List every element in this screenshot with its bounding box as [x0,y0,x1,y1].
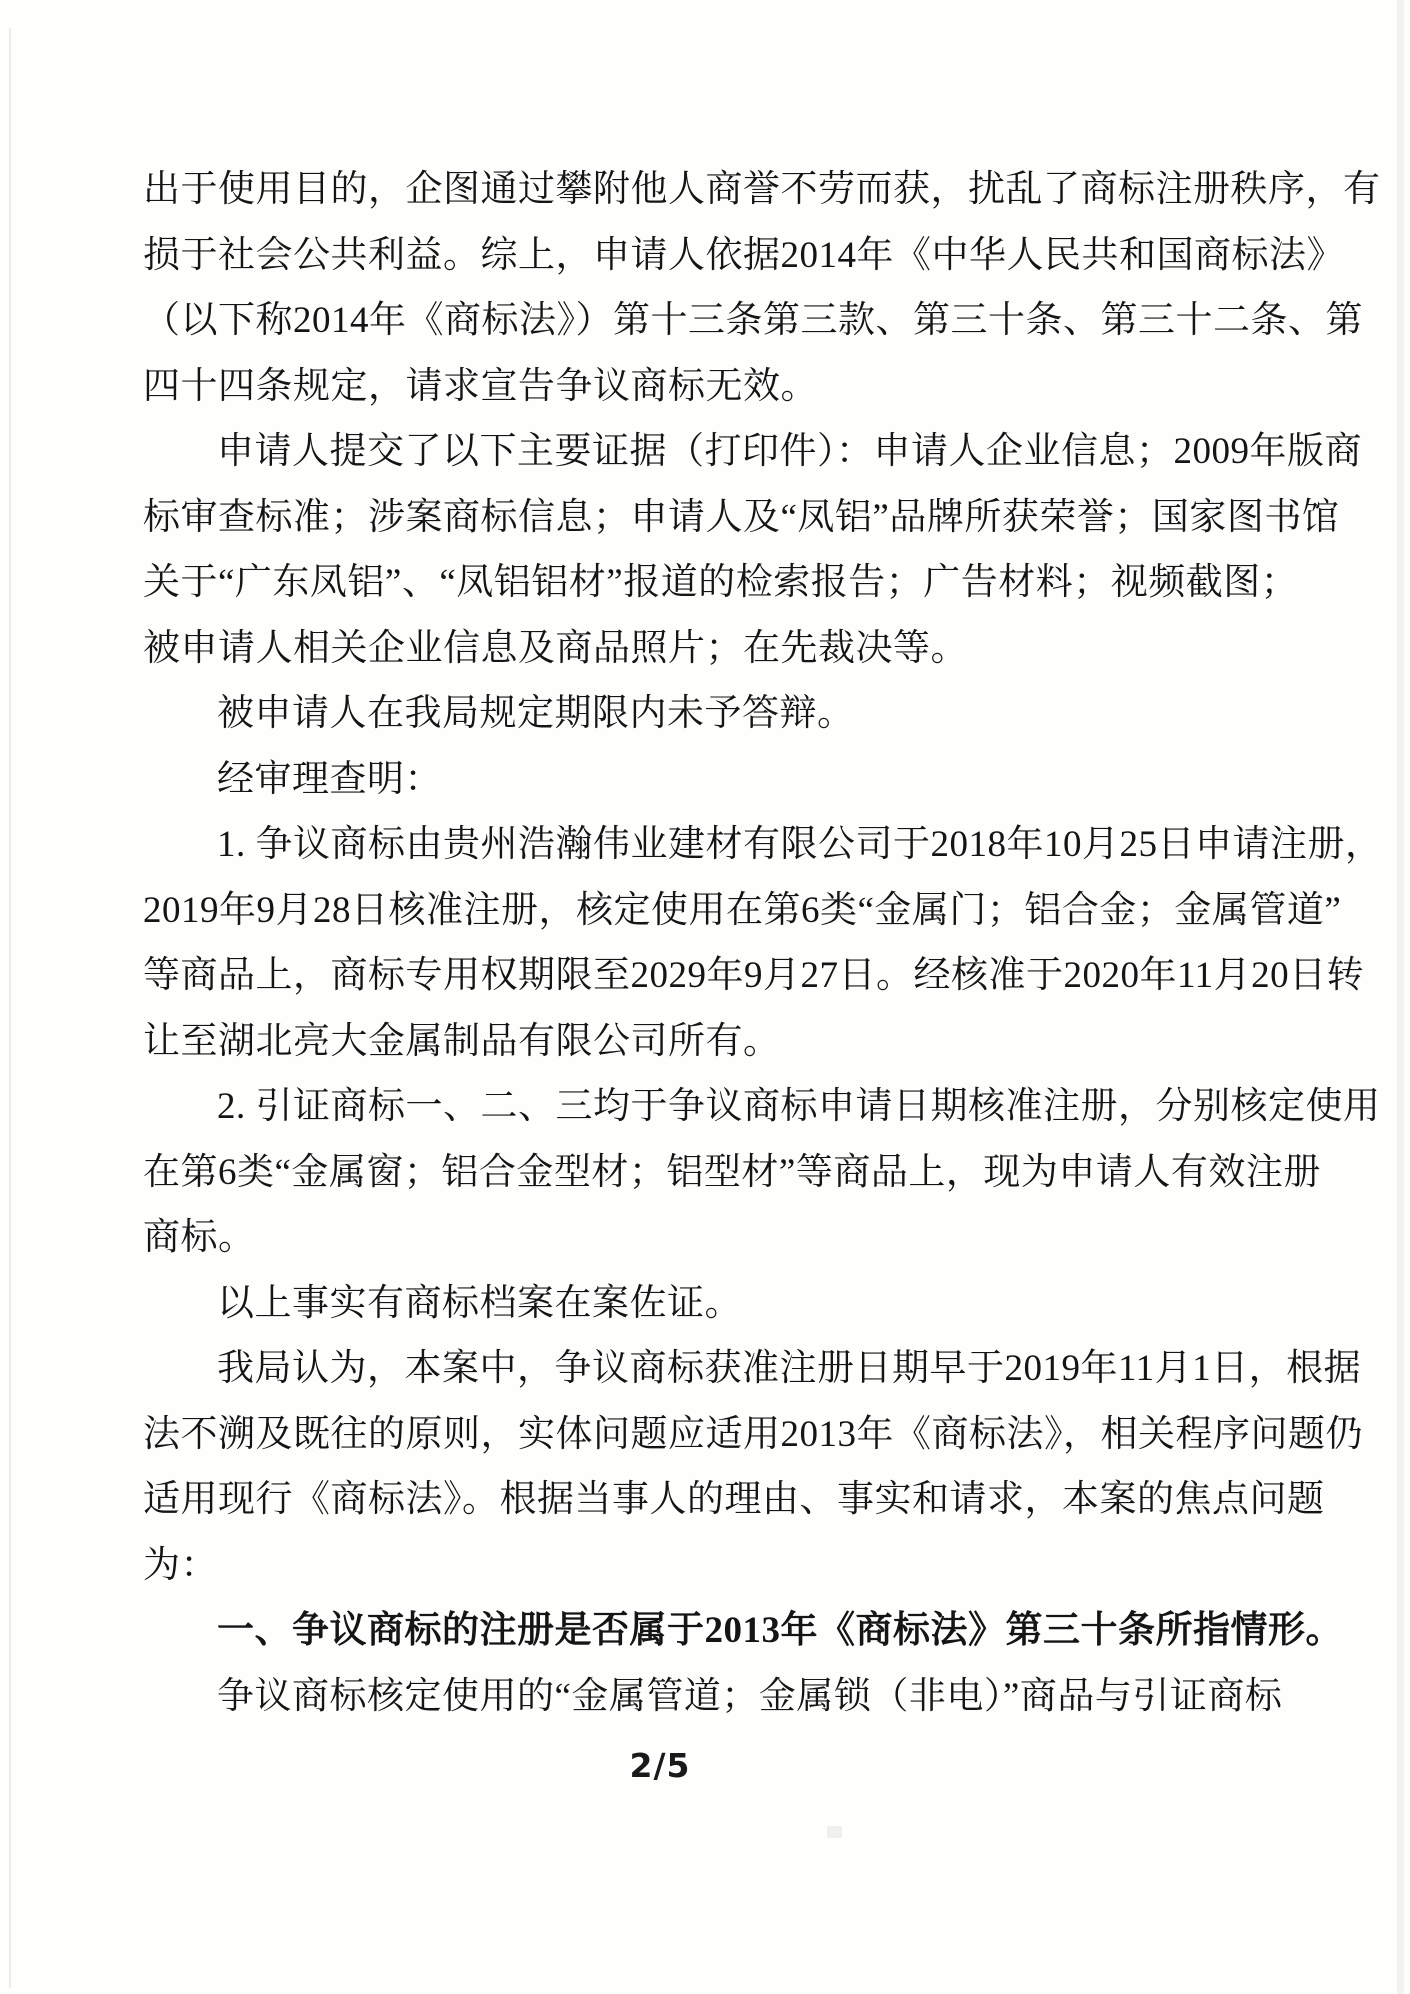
text-line-18: 以上事实有商标档案在案佐证。 [217,1282,742,1324]
text-line-1: 出于使用目的，企图通过攀附他人商誉不劳而获，扰乱了商标注册秩序，有 [143,169,1381,210]
text-line-12: 2019年9月28日核准注册，核定使用在第6类“金属门；铝合金；金属管道” [143,889,1342,931]
text-line-21: 适用现行《商标法》。根据当事人的理由、事实和请求，本案的焦点问题 [143,1479,1325,1520]
document-body [143,157,1383,1729]
text-line-14: 让至湖北亮大金属制品有限公司所有。 [143,1020,781,1062]
text-line-20: 法不溯及既往的原则，实体问题应适用2013年《商标法》，相关程序问题仍 [143,1413,1363,1455]
text-line-19: 我局认为，本案中，争议商标获准注册日期早于2019年11月1日，根据 [217,1348,1362,1389]
text-line-11: 1. 争议商标由贵州浩瀚伟业建材有限公司于2018年10月25日申请注册， [217,824,1383,865]
page-number: 2/5 [629,1746,691,1785]
text-line-17: 商标。 [143,1217,256,1258]
text-line-10: 经审理查明： [217,758,442,800]
text-line-8: 被申请人相关企业信息及商品照片；在先裁决等。 [143,627,968,669]
text-line-5: 申请人提交了以下主要证据（打印件）：申请人企业信息；2009年版商 [217,431,1362,472]
text-line-24: 争议商标核定使用的“金属管道；金属锁（非电）”商品与引证商标 [217,1675,1283,1717]
text-line-7: 关于“广东凤铝”、“凤铝铝材”报道的检索报告；广告材料；视频截图； [143,562,1299,603]
text-line-22: 为： [143,1544,218,1586]
text-line-6: 标审查标准；涉案商标信息；申请人及“凤铝”品牌所获荣誉；国家图书馆 [143,496,1340,538]
scan-artifact-left-edge [9,28,11,1988]
text-line-9: 被申请人在我局规定期限内未予答辩。 [217,693,855,734]
text-line-3: （以下称2014年《商标法》）第十三条第三款、第三十条、第三十二条、第 [143,300,1363,341]
text-line-23: 一、争议商标的注册是否属于2013年《商标法》第三十条所指情形。 [217,1610,1343,1651]
text-line-4: 四十四条规定，请求宣告争议商标无效。 [143,365,818,407]
text-line-2: 损于社会公共利益。综上，申请人依据2014年《中华人民共和国商标法》 [143,234,1344,276]
text-line-16: 在第6类“金属窗；铝合金型材；铝型材”等商品上，现为申请人有效注册 [143,1151,1321,1193]
text-line-13: 等商品上，商标专用权期限至2029年9月27日。经核准于2020年11月20日转 [143,955,1365,996]
text-line-15: 2. 引证商标一、二、三均于争议商标申请日期核准注册，分别核定使用 [217,1086,1381,1127]
scan-artifact-blob [827,1826,842,1838]
scan-artifact-right-edge [1397,0,1404,1994]
